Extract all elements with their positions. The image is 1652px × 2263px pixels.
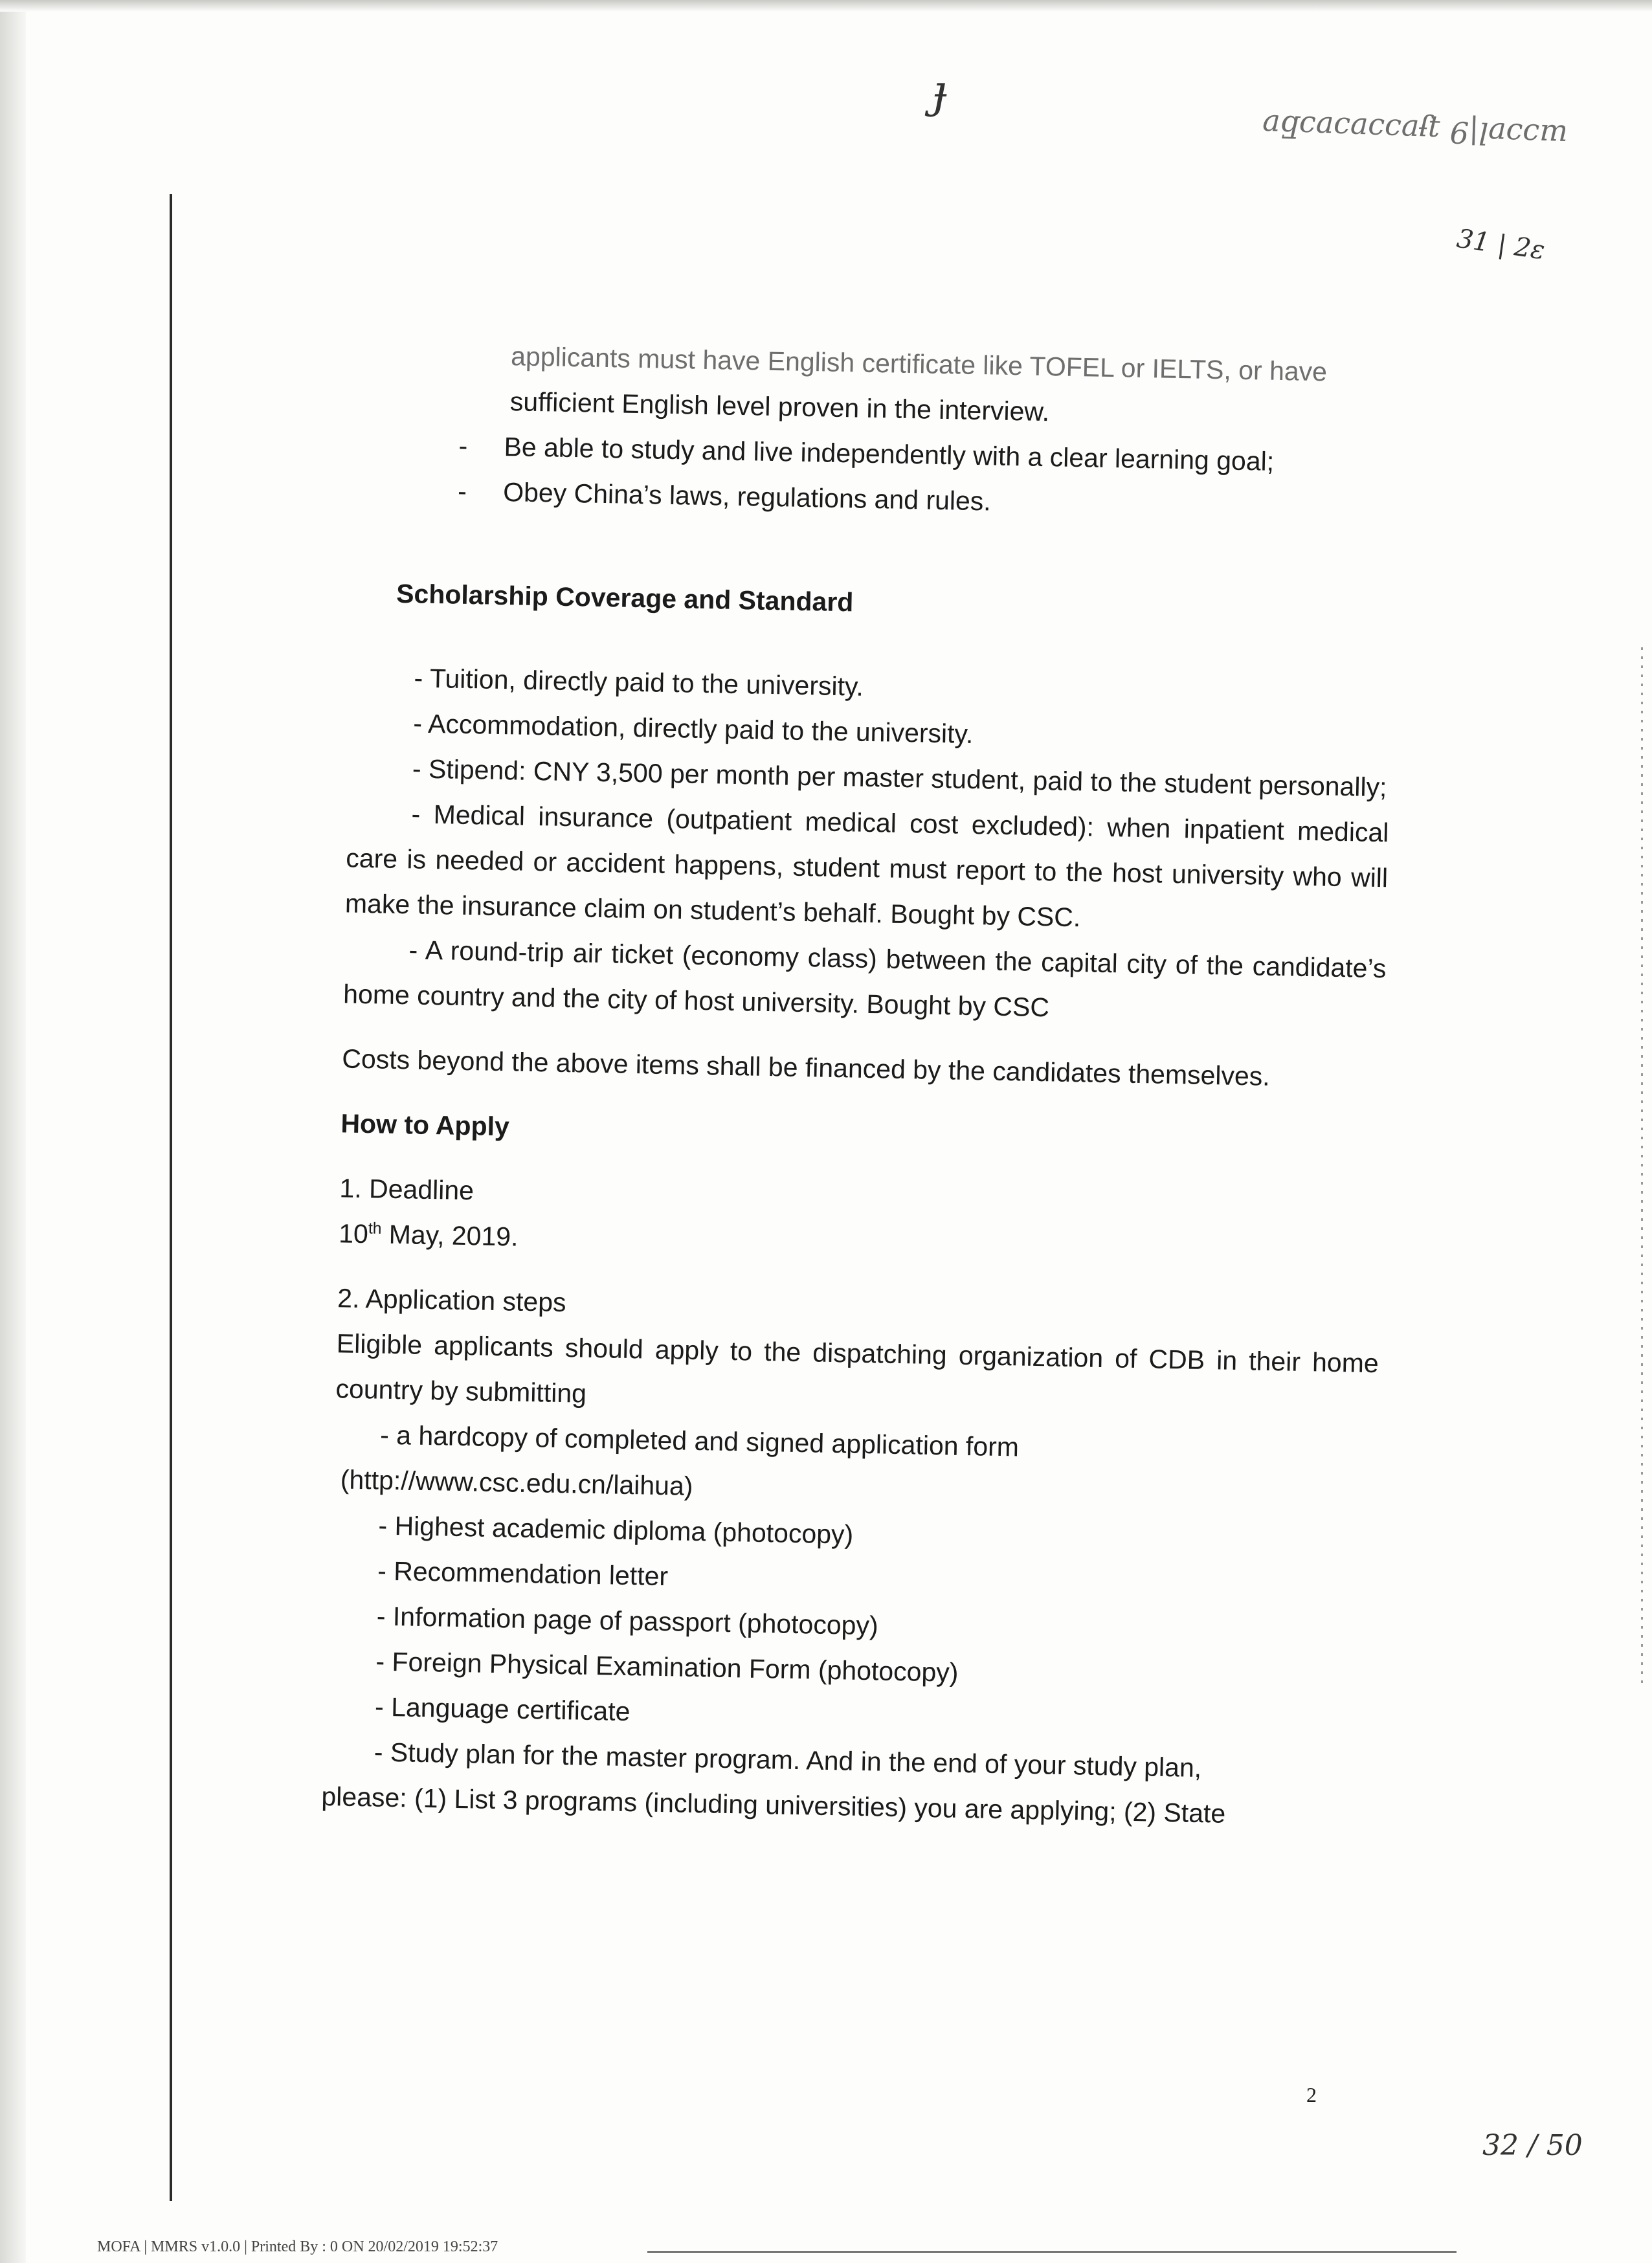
scan-edge-shadow: [0, 0, 26, 2263]
deadline-suffix: th: [368, 1220, 382, 1238]
document-item: - Recommendation letter: [377, 1555, 669, 1592]
document-item: - Highest academic diploma (photocopy): [378, 1510, 854, 1550]
eligibility-continued-line: sufficient English level proven in the interview.: [509, 386, 1050, 427]
bullet-dash: -: [458, 430, 468, 461]
document-item: - Information page of passport (photocopy): [376, 1601, 879, 1641]
handwritten-mark: ɟ: [932, 65, 947, 118]
coverage-heading: Scholarship Coverage and Standard: [396, 578, 854, 618]
costs-note: Costs beyond the above items shall be financed by the candidates themselves.: [341, 1043, 1271, 1091]
deadline-rest: May, 2019.: [381, 1219, 519, 1252]
bullet-text: Obey China’s laws, regulations and rules.: [502, 476, 992, 517]
study-plan-continued: please: (1) List 3 programs (including universities) you are applying; (2) State: [321, 1781, 1226, 1829]
handwritten-stamp-note: ɯɔɔɐl|9 ʇɟɐɔɔɐɔɐɔƃɐ: [1262, 107, 1568, 154]
margin-rule: [170, 194, 172, 2201]
steps-heading: 2. Application steps: [337, 1283, 566, 1318]
coverage-list: [324, 654, 1392, 1036]
eligibility-continued-line: applicants must have English certificate like TOFEL or IELTS, or have: [510, 341, 1328, 387]
bullet-text: Be able to study and live independently with a clear learning goal;: [504, 432, 1275, 476]
how-to-apply-heading: How to Apply: [340, 1108, 510, 1142]
scan-dots: [1641, 647, 1643, 1683]
deadline-day: 10: [338, 1218, 369, 1249]
handwritten-date: 31 | 2ɛ: [1455, 223, 1547, 266]
coverage-item: - Medical insurance (outpatient medical cost excluded): when inpatient medical care is needed or accident happens, student must report to the host university who will make the insurance claim on student’s behalf. Bought by CSC.: [344, 799, 1389, 933]
steps-intro: Eligible applicants should apply to the dispatching organization of CDB in their home country by submitting: [335, 1328, 1379, 1409]
bullet-dash: -: [457, 476, 467, 506]
deadline-heading: 1. Deadline: [339, 1173, 474, 1206]
study-plan-item: - Study plan for the master program. And in the end of your study plan,: [374, 1737, 1202, 1783]
print-footer: MOFA | MMRS v1.0.0 | Printed By : 0 ON 20/02/2019 19:52:37: [97, 2238, 498, 2255]
document-item: - Language certificate: [374, 1691, 631, 1727]
form-item: - a hardcopy of completed and signed application form: [379, 1420, 1020, 1462]
scan-top-shadow: [0, 0, 1652, 12]
footer-rule: [647, 2251, 1457, 2253]
document-body: [308, 330, 1398, 1839]
coverage-item: - Accommodation, directly paid to the university.: [412, 708, 974, 749]
coverage-item: - A round-trip air ticket (economy class) between the capital city of the candidate’s home country and the city of host university. Bought by CSC: [342, 935, 1387, 1023]
handwritten-page-tally: 32 / 50: [1482, 2129, 1583, 2162]
page-number: 2: [1306, 2083, 1317, 2106]
coverage-item: - Stipend: CNY 3,500 per month per master student, paid to the student personally;: [412, 753, 1387, 803]
form-url: (http://www.csc.edu.cn/laihua): [340, 1464, 693, 1501]
document-item: - Foreign Physical Examination Form (photocopy): [375, 1646, 959, 1688]
coverage-item: - Tuition, directly paid to the university.: [414, 663, 864, 702]
